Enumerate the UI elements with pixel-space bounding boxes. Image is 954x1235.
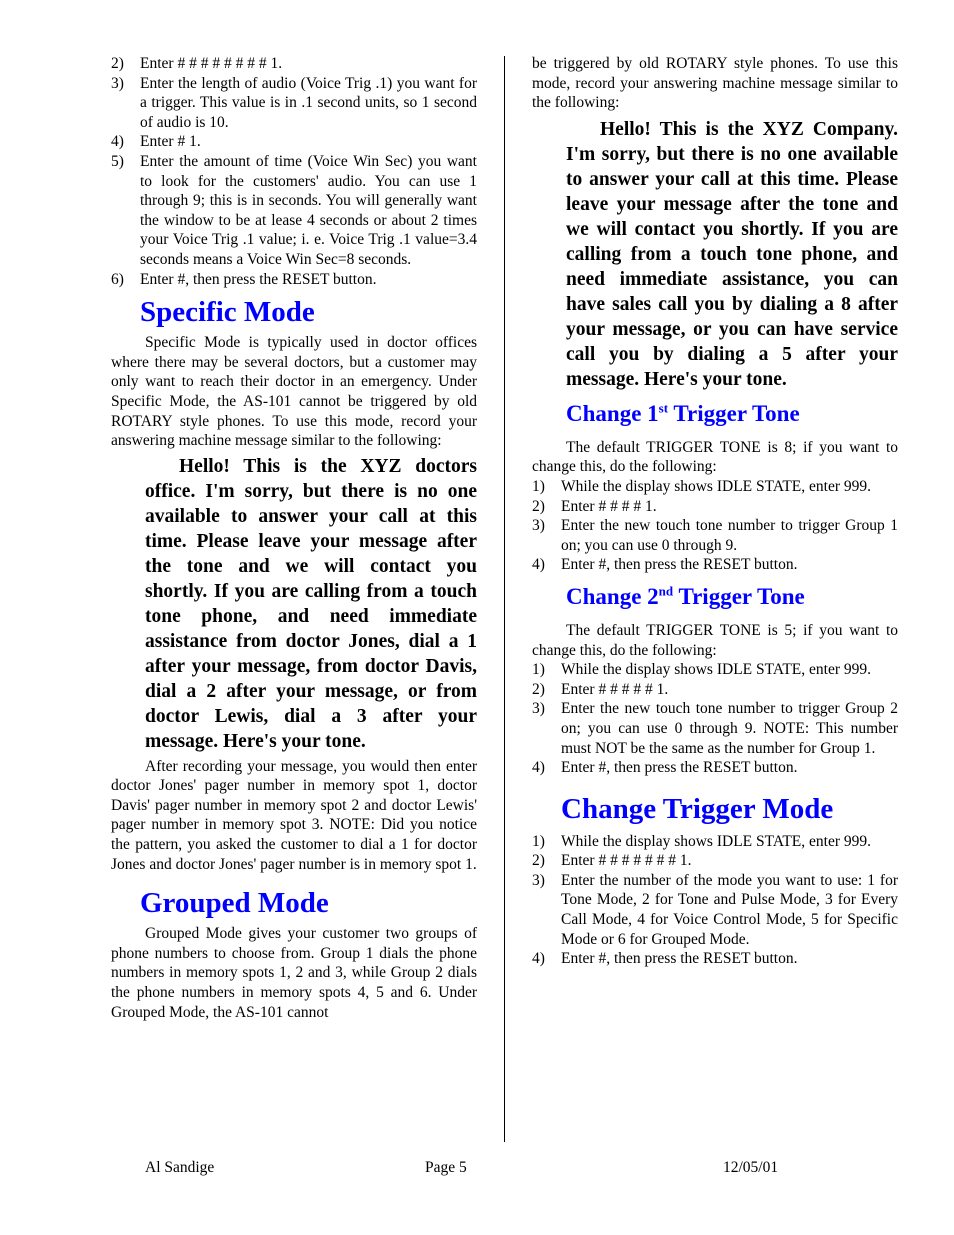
change-first-trigger-intro: The default TRIGGER TONE is 8; if you want to change this, do the following:: [532, 438, 898, 476]
list-item: [532, 680, 898, 700]
step-text: While the display shows IDLE STATE, enter 999.: [561, 661, 871, 679]
list-item: [532, 477, 898, 497]
step-number: 2): [532, 680, 545, 698]
step-number: 1): [532, 477, 545, 495]
step-text: While the display shows IDLE STATE, enter 999.: [561, 832, 871, 850]
left-column: [111, 54, 477, 1022]
list-item: [532, 699, 898, 758]
list-item: [532, 497, 898, 517]
step-text: Enter the amount of time (Voice Win Sec) you want to look for the customers' audio. You can use 1 through 9; this is in seconds. You will generally want the window to be at lease 4 seconds or about 2 times your Voice Trig .1 value; i. e. Voice Trig .1 value=3.4 seconds means a Voice Win Sec=8 seconds.: [140, 152, 477, 268]
step-text: Enter # 1.: [140, 133, 201, 151]
specific-mode-intro: Specific Mode is typically used in doctor offices where there may be several doctors, but a customer may only want to reach their doctor in an emergency. Under Specific Mode, the AS-101 cannot be triggered by old ROTARY style phones. To use this mode, record your answering machine message similar to the following:: [111, 334, 477, 450]
column-divider: [504, 56, 505, 1142]
step-number: 2): [532, 497, 545, 515]
step-number: 4): [532, 950, 545, 968]
list-item: [532, 871, 898, 949]
step-number: 4): [532, 556, 545, 574]
grouped-mode-heading: Grouped Mode: [140, 887, 329, 920]
list-item: [532, 832, 898, 852]
step-text: Enter the number of the mode you want to use: 1 for Tone Mode, 2 for Tone and Pulse Mode, 3 for Every Call Mode, 4 for Voice Control Mode, 5 for Specific Mode or 6 for Grouped Mode.: [561, 871, 898, 948]
footer-page-number: Page 5: [425, 1159, 467, 1176]
change-second-trigger-tone-heading: Change 2nd Trigger Tone: [566, 583, 805, 609]
step-number: 3): [532, 700, 545, 718]
specific-mode-heading: Specific Mode: [140, 296, 315, 329]
step-number: 3): [532, 871, 545, 889]
list-item: [111, 270, 477, 290]
list-item: [532, 516, 898, 555]
step-text: Enter # # # # # # # 1.: [561, 852, 692, 870]
step-text: Enter the new touch tone number to trigger Group 1 on; you can use 0 through 9.: [561, 517, 898, 554]
step-text: While the display shows IDLE STATE, enter 999.: [561, 477, 871, 495]
step-text: Enter #, then press the RESET button.: [561, 950, 798, 968]
step-number: 1): [532, 661, 545, 679]
step-number: 4): [111, 133, 124, 151]
specific-mode-explanation: After recording your message, you would then enter doctor Jones' pager number in memory spot 1, doctor Davis' pager number in memory spot 2 and doctor Lewis' pager number in memory spot 3. NOTE: Did you notice the pattern, you asked the customer to dial a 1 for doctor Jones and doctor Jones' pager number is in memory spot 1.: [111, 757, 477, 873]
step-text: Enter # # # # # 1.: [561, 680, 669, 698]
change-second-trigger-intro: The default TRIGGER TONE is 5; if you want to change this, do the following:: [532, 621, 898, 659]
step-text: Enter # # # # 1.: [561, 497, 657, 515]
steps-list-trigger-mode: [532, 832, 898, 969]
list-item: [532, 555, 898, 575]
footer-author: Al Sandige: [145, 1159, 215, 1176]
grouped-mode-sample-message: Hello! This is the XYZ Company. I'm sorry, but there is no one available to answer your call at this time. Please leave your message after the tone and we will contact you shortly. If you are calling from a touch tone phone, and need immediate assistance, you can have sales call you by dialing a 8 after your message, or you can have service call you by dialing a 5 after your message. Here's your tone.: [566, 118, 898, 390]
step-text: Enter # # # # # # # # 1.: [140, 55, 283, 72]
list-item: [111, 54, 477, 74]
grouped-mode-intro: Grouped Mode gives your customer two groups of phone numbers to choose from. Group 1 dials the phone numbers in memory spots 1, 2 and 3, while Group 2 dials the phone numbers in memory spots 4, 5 and 6. Under Grouped Mode, the AS-101 cannot: [111, 925, 477, 1021]
step-number: 5): [111, 152, 124, 170]
step-number: 4): [532, 759, 545, 777]
change-trigger-mode-heading: Change Trigger Mode: [561, 792, 834, 825]
list-item: [111, 152, 477, 270]
step-number: 3): [532, 517, 545, 535]
grouped-mode-continued: be triggered by old ROTARY style phones. To use this mode, record your answering machine message similar to the following:: [532, 55, 898, 112]
list-item: [532, 758, 898, 778]
step-text: Enter #, then press the RESET button.: [561, 759, 798, 777]
steps-list-trigger-2: [532, 660, 898, 778]
change-first-trigger-tone-heading: Change 1st Trigger Tone: [566, 400, 800, 426]
step-text: Enter the new touch tone number to trigger Group 2 on; you can use 0 through 9. NOTE: This number must NOT be the same as the number for Group 1.: [561, 700, 898, 757]
list-item: [532, 660, 898, 680]
list-item: [532, 949, 898, 969]
step-number: 6): [111, 270, 124, 288]
specific-mode-sample-message: Hello! This is the XYZ doctors office. I'm sorry, but there is no one available to answer your call at this time. Please leave your message after the tone and we will contact you shortly. If you are calling from a touch tone phone, and need immediate assistance from doctor Jones, dial a 1 after your message, from doctor Davis, dial a 2 after your message, or from doctor Lewis, dial a 3 after your message. Here's your tone.: [145, 455, 477, 752]
step-number: 2): [111, 55, 124, 72]
steps-list-trigger-1: [532, 477, 898, 575]
step-text: Enter #, then press the RESET button.: [561, 556, 798, 574]
step-number: 2): [532, 852, 545, 870]
footer-date: 12/05/01: [723, 1159, 779, 1176]
list-item: [111, 132, 477, 152]
steps-list-voice: [111, 54, 477, 289]
list-item: [111, 74, 477, 133]
step-number: 1): [532, 832, 545, 850]
right-column: [532, 54, 898, 969]
list-item: [532, 851, 898, 871]
step-number: 3): [111, 74, 124, 92]
step-text: Enter #, then press the RESET button.: [140, 270, 377, 288]
step-text: Enter the length of audio (Voice Trig .1) you want for a trigger. This value is in .1 second units, so 1 second of audio is 10.: [140, 74, 477, 131]
